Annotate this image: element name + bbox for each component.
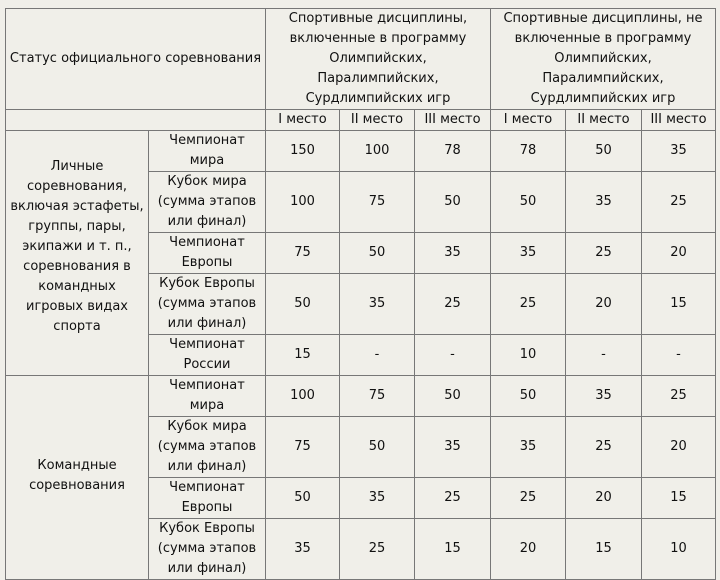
points-cell: 35 — [566, 172, 642, 233]
points-cell: 50 — [266, 274, 340, 335]
category-label: Командные соревнования — [29, 458, 125, 493]
points-cell: 100 — [266, 376, 340, 417]
points-cell: 25 — [642, 376, 716, 417]
competition-cell: Кубок Европы (сумма этапов или финал) — [149, 274, 266, 335]
points-cell: 25 — [566, 417, 642, 478]
points-cell: 20 — [642, 233, 716, 274]
points-cell: 35 — [491, 233, 566, 274]
points-cell: 50 — [340, 233, 415, 274]
place-header: I место — [266, 110, 340, 131]
points-cell: 50 — [415, 376, 491, 417]
points-cell: 35 — [340, 274, 415, 335]
points-cell: 20 — [491, 519, 566, 580]
place-header: III место — [642, 110, 716, 131]
points-cell: 10 — [642, 519, 716, 580]
competition-cell: Кубок Европы (сумма этапов или финал) — [149, 519, 266, 580]
category-label: Личные соревнования, включая эстафеты, группы, пары, экипажи и т. п., соревнования в командных игровых видах спорта — [10, 159, 144, 334]
header-row — [6, 9, 716, 110]
competition-cell: Чемпионат Европы — [149, 478, 266, 519]
points-cell: 50 — [266, 478, 340, 519]
points-cell: 15 — [642, 274, 716, 335]
points-cell: 25 — [491, 478, 566, 519]
place-header: II место — [566, 110, 642, 131]
points-cell: - — [340, 335, 415, 376]
status-header: Статус официального соревнования — [6, 9, 266, 110]
place-header: III место — [415, 110, 491, 131]
points-cell: 78 — [415, 131, 491, 172]
points-cell: 25 — [491, 274, 566, 335]
points-cell: 100 — [266, 172, 340, 233]
points-cell: 25 — [415, 274, 491, 335]
competition-cell: Чемпионат мира — [149, 376, 266, 417]
olympic-group-header: Спортивные дисциплины, включенные в программу Олимпийских, Паралимпийских, Сурдлимпийских игр — [266, 9, 491, 110]
points-cell: 100 — [340, 131, 415, 172]
points-cell: 25 — [340, 519, 415, 580]
non-olympic-group-header: Спортивные дисциплины, не включенные в программу Олимпийских, Паралимпийских, Сурдлимпийских игр — [491, 9, 716, 110]
points-cell: 15 — [566, 519, 642, 580]
points-cell: 78 — [491, 131, 566, 172]
points-cell: 25 — [642, 172, 716, 233]
place-header: II место — [340, 110, 415, 131]
points-cell: 15 — [642, 478, 716, 519]
points-cell: 35 — [340, 478, 415, 519]
place-header: I место — [491, 110, 566, 131]
points-cell: 50 — [340, 417, 415, 478]
points-cell: 35 — [415, 417, 491, 478]
points-cell: - — [566, 335, 642, 376]
points-table — [5, 8, 716, 580]
points-cell: - — [642, 335, 716, 376]
points-cell: 50 — [415, 172, 491, 233]
competition-cell: Чемпионат России — [149, 335, 266, 376]
points-cell: 15 — [415, 519, 491, 580]
points-cell: 35 — [266, 519, 340, 580]
points-cell: 15 — [266, 335, 340, 376]
competition-cell: Чемпионат Европы — [149, 233, 266, 274]
points-cell: 150 — [266, 131, 340, 172]
category-individual — [6, 131, 149, 376]
points-cell: 20 — [566, 478, 642, 519]
competition-cell: Кубок мира (сумма этапов или финал) — [149, 417, 266, 478]
places-row — [6, 110, 716, 131]
points-cell: 10 — [491, 335, 566, 376]
places-blank — [6, 110, 266, 131]
points-cell: 25 — [566, 233, 642, 274]
points-cell: 50 — [491, 172, 566, 233]
points-cell: 35 — [642, 131, 716, 172]
points-cell: 75 — [266, 417, 340, 478]
table-row — [6, 131, 716, 172]
points-cell: 75 — [340, 376, 415, 417]
points-cell: 20 — [566, 274, 642, 335]
points-cell: 50 — [491, 376, 566, 417]
points-cell: - — [415, 335, 491, 376]
points-cell: 75 — [340, 172, 415, 233]
competition-cell: Кубок мира (сумма этапов или финал) — [149, 172, 266, 233]
category-team — [6, 376, 149, 580]
points-cell: 50 — [566, 131, 642, 172]
points-cell: 35 — [566, 376, 642, 417]
points-cell: 35 — [491, 417, 566, 478]
points-cell: 25 — [415, 478, 491, 519]
points-cell: 35 — [415, 233, 491, 274]
points-cell: 20 — [642, 417, 716, 478]
points-cell: 75 — [266, 233, 340, 274]
competition-cell: Чемпионат мира — [149, 131, 266, 172]
table-row — [6, 376, 716, 417]
